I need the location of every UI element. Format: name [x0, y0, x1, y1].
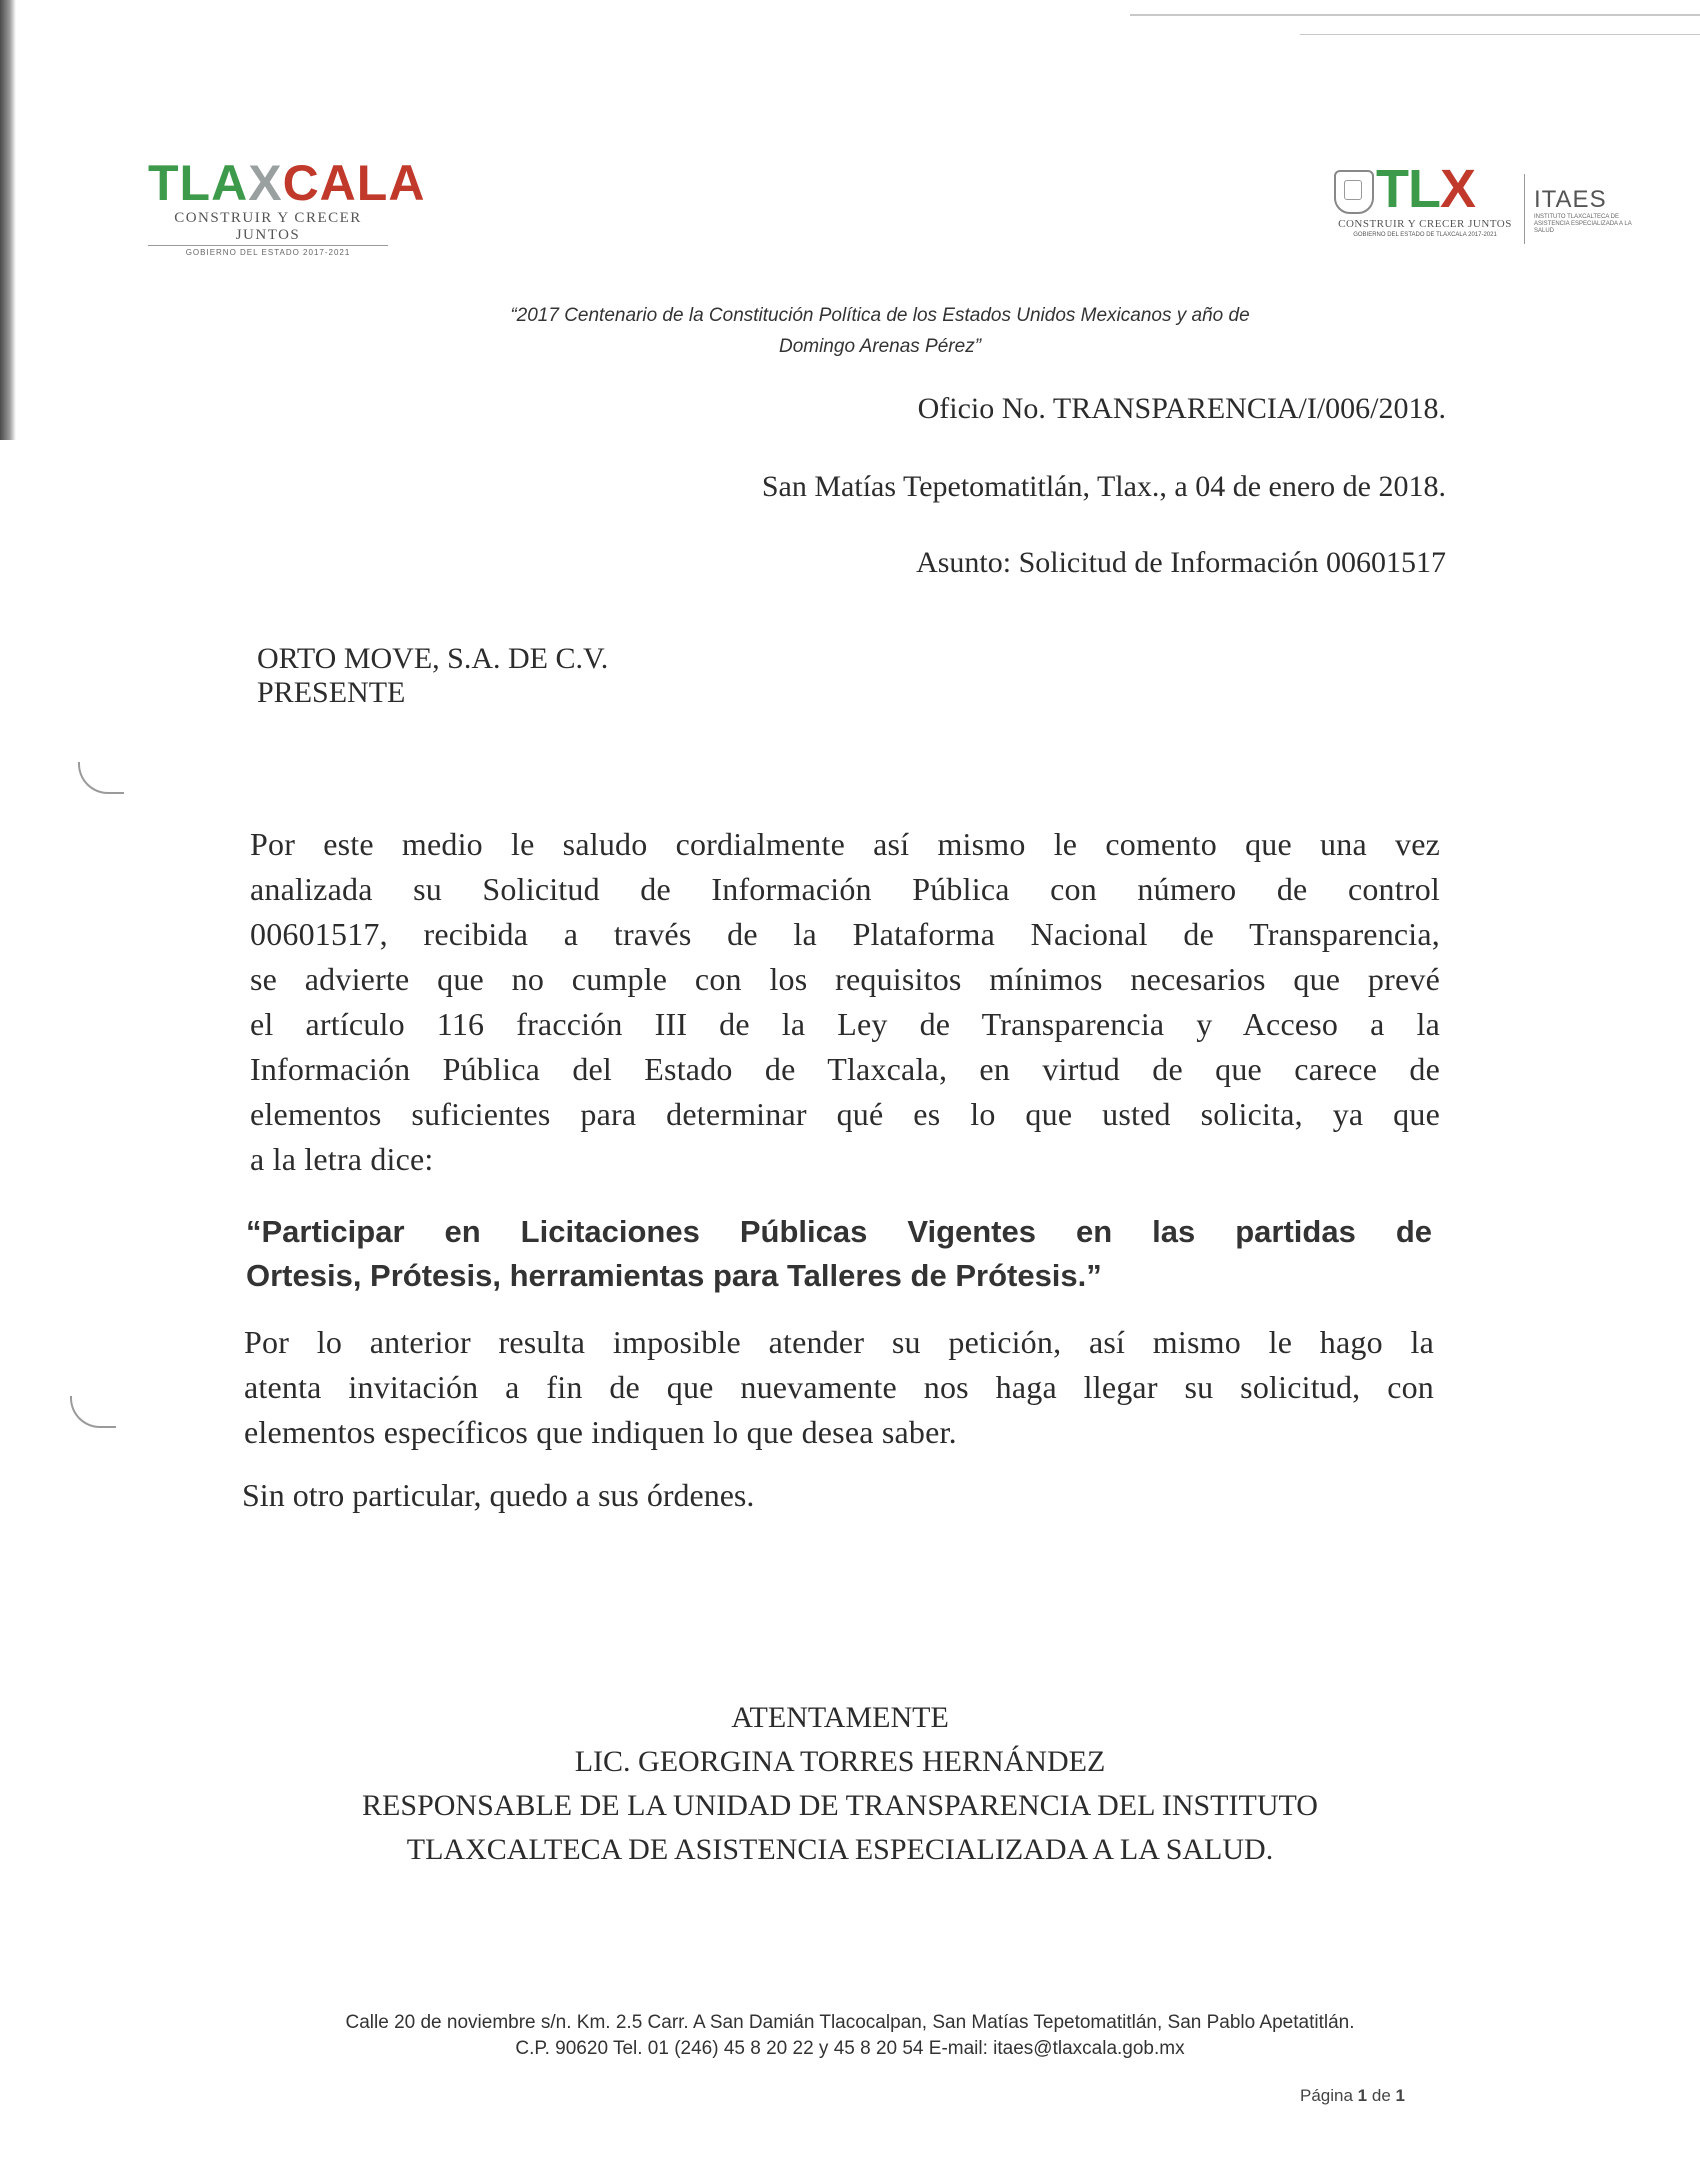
tlaxcala-wordmark: TLAXCALA [148, 155, 426, 211]
signatory-title-2: TLAXCALTECA DE ASISTENCIA ESPECIALIZADA A LA SALUD. [406, 1833, 1274, 1866]
closing-line: Sin otro particular, quedo a sus órdenes. [242, 1477, 755, 1513]
scan-fold-line [1130, 14, 1700, 16]
state-seal-icon [1334, 170, 1374, 214]
addressee-name: ORTO MOVE, S.A. DE C.V. [257, 642, 609, 675]
oficio-number: Oficio No. TRANSPARENCIA/I/006/2018. [917, 392, 1446, 425]
signatory-title-1: RESPONSABLE DE LA UNIDAD DE TRANSPARENCIA DEL INSTITUTO [362, 1789, 1318, 1822]
signatory-name: LIC. GEORGINA TORRES HERNÁNDEZ [574, 1745, 1106, 1778]
logo-subline: GOBIERNO DEL ESTADO DE TLAXCALA 2017-2021 [1353, 232, 1497, 238]
scan-fold-line-2 [1300, 34, 1700, 35]
logo-subline: GOBIERNO DEL ESTADO 2017-2021 [185, 248, 351, 257]
itaes-acronym: ITAES [1534, 186, 1607, 213]
logo-divider [1524, 174, 1525, 244]
body-paragraph-2: Por lo anterior resulta imposible atender su petición, así mismo le hago la atenta invitación a fin de que nuevamente nos haga llegar su solicitud, con elementos específicos que indiquen lo que desea saber. [244, 1324, 1434, 1450]
addressee-block [257, 642, 608, 710]
tlx-wordmark: TLX [1376, 159, 1476, 219]
body-paragraph-1: Por este medio le saludo cordialmente así mismo le comento que una vez analizada su Solicitud de Información Pública con número de control 00601517, recibida a través de la Plataforma Nacional de Transparencia, se advierte que no cumple con los requisitos mínimos necesarios que prevé el artículo 116 fracción III de la Ley de Transparencia y Acceso a la Información Pública del Estado de Tlaxcala, en virtud de que carece de elementos suficientes para determinar qué es lo que usted solicita, ya que a la letra dice: [250, 826, 1440, 1177]
page-number: Página 1 de 1 [1300, 2086, 1405, 2105]
logo-tagline: CONSTRUIR Y CRECER JUNTOS [148, 210, 388, 246]
quoted-request: “Participar en Licitaciones Públicas Vigentes en las partidas de Ortesis, Prótesis, herramientas para Talleres de Prótesis.” [246, 1214, 1432, 1293]
addressee-presente: PRESENTE [257, 676, 406, 709]
official-motto: “2017 Centenario de la Constitución Política de los Estados Unidos Mexicanos y año de Domingo Arenas Pérez” [510, 305, 1250, 357]
tlaxcala-logo [148, 155, 426, 257]
tlx-itaes-logo [1330, 159, 1632, 248]
punch-hole-mark [78, 762, 124, 794]
subject-line: Asunto: Solicitud de Información 00601517 [916, 546, 1446, 579]
signature-block [240, 1696, 1440, 1872]
itaes-full-name: INSTITUTO TLAXCALTECA DE ASISTENCIA ESPECIALIZADA A LA SALUD [1534, 214, 1632, 234]
place-date: San Matías Tepetomatitlán, Tlax., a 04 de enero de 2018. [761, 470, 1446, 503]
scan-edge-shadow [0, 0, 16, 440]
punch-hole-mark [70, 1396, 116, 1428]
footer-address: Calle 20 de noviembre s/n. Km. 2.5 Carr. A San Damián Tlacocalpan, San Matías Tepetomatitlán, San Pablo Apetatitlán. C.P. 90620 Tel. 01 (246) 45 8 20 22 y 45 8 20 54 E-mail: itaes@tlaxcala.gob.mx [345, 2012, 1355, 2059]
signature-atentamente: ATENTAMENTE [731, 1701, 949, 1734]
logo-tagline: CONSTRUIR Y CRECER JUNTOS [1338, 218, 1512, 230]
